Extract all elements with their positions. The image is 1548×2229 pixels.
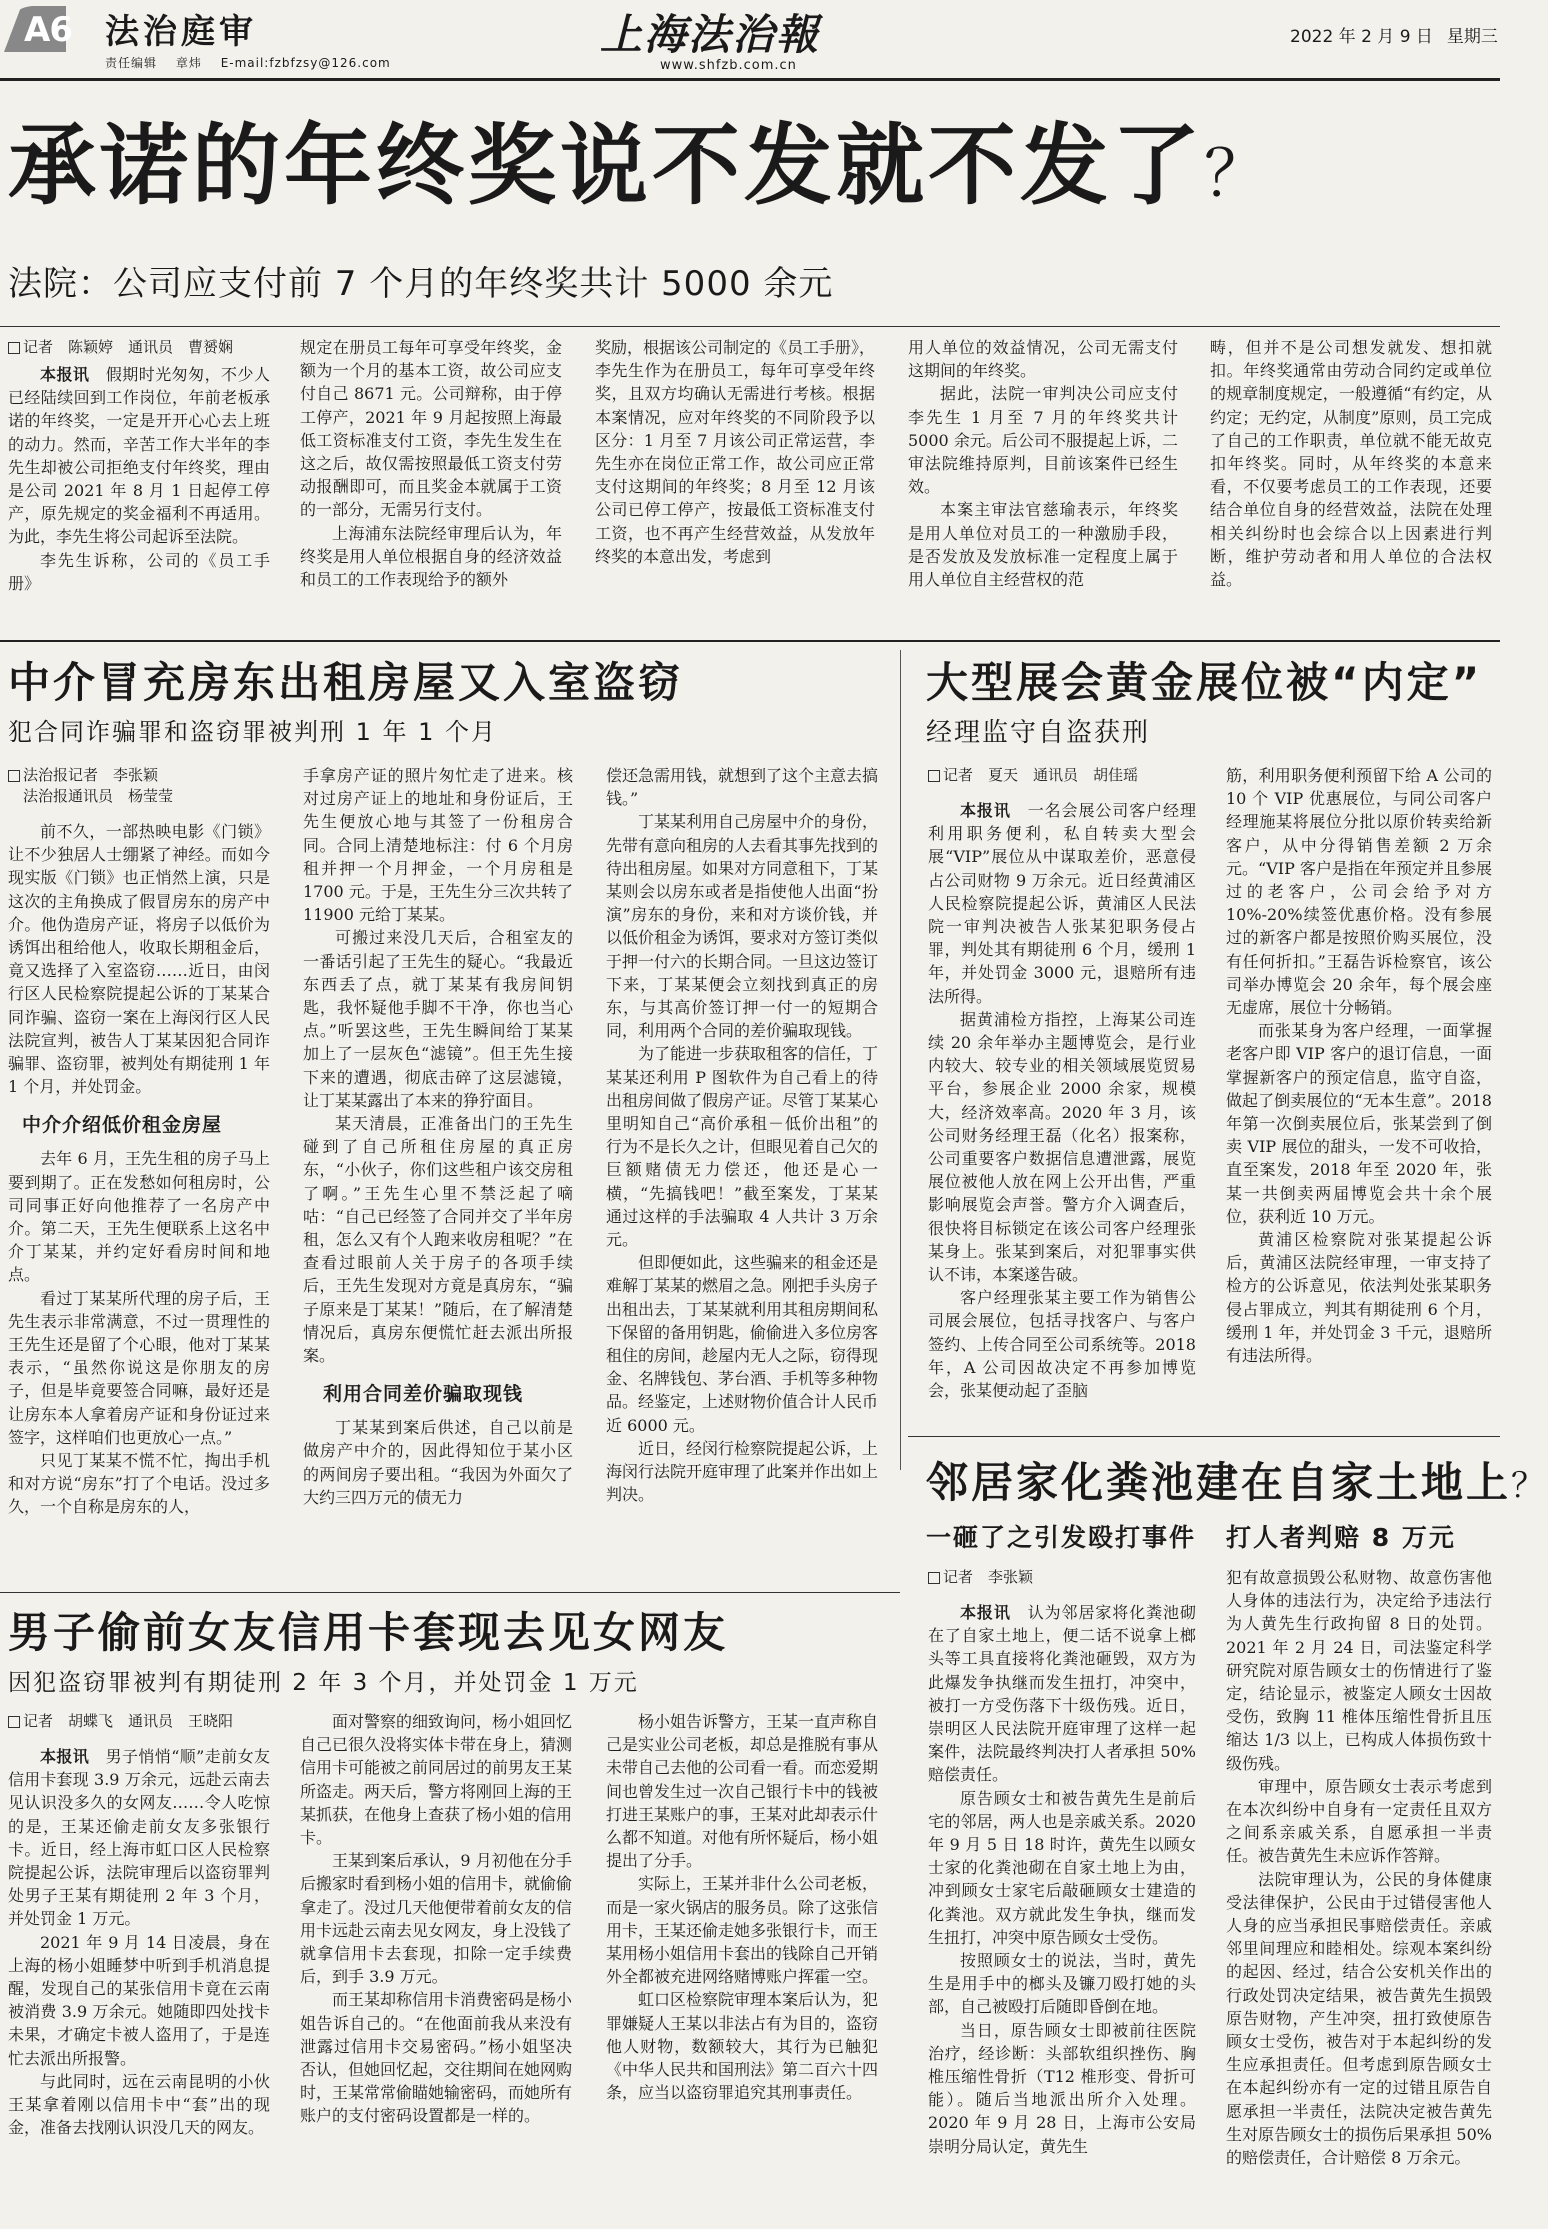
story5-lead: 本报讯 <box>960 1603 1011 1622</box>
story1-col3: 奖励，根据该公司制定的《员工手册》，李先生作为在册员工，每年可享受年终奖，且双方均确认无需进行考核。根据本案情况，应对年终奖的不同阶段予以区分：1 月至 7 月该公司正常运营，李先生亦在岗位正常工作，故公司应正常支付这期间的年终奖；8 月至 12 月该公司已停工停产，按最低工资标准支付工资，也不再产生经营效益，从发放年终奖的本意出发，考虑到 <box>595 338 876 566</box>
editor-line <box>105 54 405 71</box>
story4-lead: 本报讯 <box>40 1747 90 1766</box>
editor-name: 章炜 <box>175 56 202 70</box>
newspaper-url: www.shfzb.com.cn <box>660 58 797 73</box>
weekday-text: 星期三 <box>1446 27 1498 47</box>
story2-byline2: 法治报通讯员 杨莹莹 <box>23 787 174 805</box>
story3-col2: 筋，利用职务便利预留下给 A 公司的 10 个 VIP 优惠展位，与同公司客户经理施某将展位分批以原价转卖给新客户，从中分得销售差额 2 万余元。“VIP 客户是指在年预定并且参展过的老客户，公司会给予对方 10%-20%续签优惠价格。没有参展过的新客户都是按照价购买展位，没有任何折扣。”王磊告诉检察官，该公司举办博览会 20 余年，每个展会座无虚席，展位十分畅销。 而张某身为客户经理，一面掌握老客户即 VIP 客户的退订信息，一面掌握新客户的预定信息，监守自盗，做起了倒卖展位的“无本生意”。2018 年第一次倒卖展位后，张某尝到了倒卖 VIP 展位的甜头，一发不可收拾，直至案发，2018 年至 2020 年，张某一共倒卖两届博览会共十余个展位，获利近 10 万元。 黄浦区检察院对张某提起公诉后，黄浦区法院经审理，一审支持了检方的公诉意见，依法判处张某职务侵占罪成立，判其有期徒刑 6 个月，缓刑 1 年，并处罚金 3 千元，退赔所有违法所得。 <box>1226 766 1492 1366</box>
story2-col2: 手拿房产证的照片匆忙走了进来。核对过房产证上的地址和身份证后，王先生便放心地与其签了一份租房合同。合同上清楚地标注：付 6 个月房租并押一个月押金，一个月房租是 1700 元。于是，王先生分三次共转了 11900 元给丁某某。 可搬过来没几天后，合租室友的一番话引起了王先生的疑心。“我最近东西丢了点，就丁某某有我房间钥匙，我怀疑他手脚不干净，你也当心点。”听罢这些，王先生瞬间给丁某某加上了一层灰色“滤镜”。但王先生接下来的遭遇，彻底击碎了这层滤镜，让丁某某露出了本来的狰狞面目。 某天清晨，正准备出门的王先生碰到了自己所租住房屋的真正房东，“小伙子，你们这些租户该交房租了啊。”王先生心里不禁泛起了嘀咕：“自己已经签了合同并交了半年房租，怎么又有个人跑来收房租呢？”在查看过眼前人关于房子的各项手续后，王先生发现对方竟是真房东，“骗子原来是丁某某！”随后，在了解清楚情况后，真房东便慌忙赶去派出所报案。 利用合同差价骗取现钱 丁某某到案后供述，自己以前是做房产中介的，因此得知位于某小区的两间房子要出租。“我因为外面欠了大约三四万元的债无力 <box>303 766 573 1507</box>
story5-headline: 邻居家化粪池建在自家土地上？ <box>926 1458 1548 1507</box>
story1-headline: 承诺的年终奖说不发就不发了？ <box>8 114 1273 217</box>
story3-col1: 记者 夏天 通讯员 胡佳瑶 本报讯 一名会展公司客户经理利用职务便利，私自转卖大型会展“VIP”展位从中谋取差价，恶意侵占公司财物 9 万余元。近日经黄浦区人民检察院提起公诉，黄浦区人民法院一审判决被告人张某犯职务侵占罪，判处其有期徒刑 6 个月，缓刑 1 年，并处罚金 3000 元，退赔所有违法所得。 据黄浦检方指控，上海某公司连续 20 余年举办主题博览会，是行业内较大、较专业的相关领域展览贸易平台，参展企业 2000 余家，规模大，经济效率高。2020 年 3 月，该公司财务经理王磊（化名）报案称，公司重要客户数据信息遭泄露，展览展位被他人放在网上公开出售，严重影响展览会声誉。警方介入调查后，很快将目标锁定在该公司客户经理张某身上。张某到案后，对犯罪事实供认不讳，本案遂告破。 客户经理张某主要工作为销售公司展会展位，包括寻找客户、与客户签约、上传合同至公司系统等。2018 年，A 公司因故决定不再参加博览会，张某便动起了歪脑 <box>928 766 1196 1401</box>
page-number: A6 <box>24 10 72 50</box>
editor-label: 责任编辑 <box>105 56 158 70</box>
story2-subhead: 犯合同诈骗罪和盗窃罪被判刑 1 年 1 个月 <box>8 718 498 746</box>
editor-email: E-mail:fzbfzsy@126.com <box>220 56 391 70</box>
story1-question-mark: ？ <box>1204 138 1273 212</box>
story3-byline: 记者 夏天 通讯员 胡佳瑶 <box>928 764 1196 785</box>
story1-col1: 记者 陈颖婷 通讯员 曹赟娴 本报讯 假期时光匆匆，不少人已经陆续回到工作岗位，年前老板承诺的年终奖，一定是开开心心去上班的动力。然而，辛苦工作大半年的李先生却被公司拒绝支付年终奖，理由是公司 2021 年 8 月 1 日起停工停产，原先规定的奖金福利不再适用。为此，李先生将公司起诉至法院。 李先生诉称，公司的《员工手册》 <box>8 338 270 593</box>
section-title: 法治庭审 <box>105 12 257 52</box>
story1-byline: 记者 陈颖婷 通讯员 曹赟娴 <box>8 336 270 357</box>
story1-lead: 本报讯 <box>40 365 90 384</box>
story4-col2: 面对警察的细致询问，杨小姐回忆自己已很久没将实体卡带在身上，猜测信用卡可能被之前同居过的前男友王某所盗走。两天后，警方将刚回上海的王某抓获，在他身上查获了杨小姐的信用卡。 王某到案后承认，9 月初他在分手后搬家时看到杨小姐的信用卡，就偷偷拿走了。没过几天他便带着前女友的信用卡远赴云南去见女网友，身上没钱了就拿信用卡去套现，扣除一定手续费后，到手 3.9 万元。 而王某却称信用卡消费密码是杨小姐告诉自己的。“在他面前我从来没有泄露过信用卡交易密码。”杨小姐坚决否认，但她回忆起，交往期间在她网购时，王某常常偷瞄她输密码，而她所有账户的支付密码设置都是一样的。 <box>300 1712 573 2126</box>
story5-col2: 犯有故意损毁公私财物、故意伤害他人身体的违法行为，决定给予违法行为人黄先生行政拘留 8 日的处罚。2021 年 2 月 24 日，司法鉴定科学研究院对原告顾女士的伤情进行了鉴定，结论显示，被鉴定人顾女士因故受伤，致胸 11 椎体压缩性骨折且压缩达 1/3 以上，已构成人体损伤致十级伤残。 审理中，原告顾女士表示考虑到在本次纠纷中自身有一定责任且双方之间系亲戚关系，自愿承担一半责任。被告黄先生未应诉作答辩。 法院审理认为，公民的身体健康受法律保护，公民由于过错侵害他人人身的应当承担民事赔偿责任。亲戚邻里间理应和睦相处。综观本案纠纷的起因、经过，结合公安机关作出的行政处罚决定结果，被告黄先生损毁原告财物，产生冲突，扭打致使原告顾女士受伤，被告对于本起纠纷的发生应承担责任。但考虑到原告顾女士在本起纠纷亦有一定的过错且原告自愿承担一半责任，法院决定被告黄先生对原告顾女士的损伤后果承担 50%的赔偿责任，合计赔偿 8 万余元。 <box>1226 1568 1492 2168</box>
story1-col5: 畴，但并不是公司想发就发、想扣就扣。年终奖通常由劳动合同约定或单位的规章制度规定，一般遵循“有约定，从约定；无约定，从制度”原则，员工完成了自己的工作职责，单位就不能无故克扣年终奖。同时，从年终奖的本意来看，不仅要考虑员工的工作表现，还要结合单位自身的经营效益，法院在处理相关纠纷时也会综合以上因素进行判断，维护劳动者和用人单位的合法权益。 <box>1210 338 1492 590</box>
story4-subhead: 因犯盗窃罪被判有期徒刑 2 年 3 个月，并处罚金 1 万元 <box>8 1670 639 1696</box>
story2-section2: 利用合同差价骗取现钱 <box>323 1383 524 1406</box>
story3-bottom-rule <box>908 1436 1500 1437</box>
story4-col1: 记者 胡蝶飞 通讯员 王晓阳 本报讯 男子悄悄“顺”走前女友信用卡套现 3.9 万余元，远赴云南去见认识没多久的女网友……令人吃惊的是，王某还偷走前女友多张银行卡。近日，经上海市虹口区人民检察院提起公诉，法院审理后以盗窃罪判处男子王某有期徒刑 2 年 3 个月，并处罚金 1 万元。 2021 年 9 月 14 日凌晨，身在上海的杨小姐睡梦中听到手机消息提醒，发现自己的某张信用卡竟在云南被消费 3.9 万余元。她随即四处找卡未果，才确定卡被人盗用了，于是连忙去派出所报警。 与此同时，远在云南昆明的小伙王某拿着刚以信用卡中“套”出的现金，准备去找刚认识没几天的网友。 <box>8 1712 270 2138</box>
story4-top-rule <box>0 1592 900 1593</box>
story4-col3: 杨小姐告诉警方，王某一直声称自己是实业公司老板，却总是推脱有事从未带自己去他的公司看一看。而恋爱期间也曾发生过一次自己银行卡中的钱被打进王某账户的事，王某对此却表示什么都不知道。对他有所怀疑后，杨小姐提出了分手。 实际上，王某并非什么公司老板，而是一家火锅店的服务员。除了这张信用卡，王某还偷走她多张银行卡，而王某用杨小姐信用卡套出的钱除自己开销外全都被充进网络赌博账户挥霍一空。 虹口区检察院审理本案后认为，犯罪嫌疑人王某以非法占有为目的，盗窃他人财物，数额较大，其行为已触犯《中华人民共和国刑法》第二百六十四条，应当以盗窃罪追究其刑事责任。 <box>606 1712 879 2103</box>
story5-col1: 记者 李张颖 本报讯 认为邻居家将化粪池砌在了自家土地上，便二话不说拿上榔头等工具直接将化粪池砸毁，双方为此爆发争执继而发生扭打，冲突中，被打一方受伤落下十级伤残。近日，崇明区人民法院开庭审理了这样一起案件，法院最终判决打人者承担 50%赔偿责任。 原告顾女士和被告黄先生是前后宅的邻居，两人也是亲戚关系。2020 年 9 月 5 日 18 时许，黄先生以顾女士家的化粪池砌在自家土地上为由，冲到顾女士家宅后敲砸顾女士建造的化粪池。双方就此发生争执，继而发生扭打，冲突中原告顾女士受伤。 按照顾女士的说法，当时，黄先生是用手中的榔头及镰刀殴打她的头部，自己被殴打后随即昏倒在地。 当日，原告顾女士即被前往医院治疗，经诊断：头部软组织挫伤、胸椎压缩性骨折（T12 椎形变、骨折可能）。随后当地派出所介入处理。2020 年 9 月 28 日，上海市公安局崇明分局认定，黄先生 <box>928 1568 1196 2156</box>
story5-byline: 记者 李张颖 <box>928 1566 1196 1587</box>
story2-headline: 中介冒充房东出租房屋又入室盗窃 <box>8 658 684 707</box>
story3-headline: 大型展会黄金展位被“内定” <box>926 658 1483 707</box>
story2-byline: 法治报记者 李张颖 <box>8 764 270 785</box>
story3-lead: 本报讯 <box>960 801 1011 820</box>
masthead-rule <box>0 78 1500 81</box>
column-divider <box>900 650 901 1470</box>
story1-subhead: 法院：公司应支付前 7 个月的年终奖共计 5000 余元 <box>8 264 834 304</box>
newspaper-logo: 上海法治報 <box>600 10 821 59</box>
story2-col3: 偿还急需用钱，就想到了这个主意去搞钱。” 丁某某利用自己房屋中介的身份，先带有意向租房的人去看其事先找到的待出租房屋。如果对方同意租下，丁某某则会以房东或者是指使他人出面“扮演”房东的身份，来和对方谈价钱，并以低价租金为诱饵，要求对方签订类似于押一付六的长期合同。一旦这边签订下来，丁某某便会立刻找到真正的房东，与其高价签订押一付一的短期合同，利用两个合同的差价骗取现钱。 为了能进一步获取租客的信任，丁某某还利用 P 图软件为自己看上的待出租房间做了假房产证。尽管丁某某心里明知自己“高价承租－低价出租”的行为不是长久之计，但眼见着自己欠的巨额赌债无力偿还，他还是心一横，“先搞钱吧！”截至案发，丁某某通过这样的手法骗取 4 人共计 3 万余元。 但即便如此，这些骗来的租金还是难解丁某某的燃眉之急。刚把手头房子出租出去，丁某某就利用其租房期间私下保留的备用钥匙，偷偷进入多位房客租住的房间，趁屋内无人之际，窃得现金、名牌钱包、茅台酒、手机等多种物品。经鉴定，上述财物价值合计人民币近 6000 元。 近日，经闵行检察院提起公诉，上海闵行法院开庭审理了此案并作出如上判决。 <box>606 766 879 1505</box>
story5-subhead: 一砸了之引发殴打事件 打人者判赔 8 万元 <box>926 1523 1456 1552</box>
story1-col4: 用人单位的效益情况，公司无需支付这期间的年终奖。 据此，法院一审判决公司应支付李先生 1 月至 7 月的年终奖共计 5000 余元。后公司不服提起上诉，二审法院维持原判，目前该案件已经生效。 本案主审法官慈瑜表示，年终奖是用人单位对员工的一种激励手段，是否发放及发放标准一定程度上属于用人单位自主经营权的范 <box>908 338 1178 590</box>
date-text: 2022 年 2 月 9 日 <box>1290 27 1433 47</box>
story2-col1: 法治报记者 李张颖 法治报通讯员 杨莹莹 前不久，一部热映电影《门锁》让不少独居人士绷紧了神经。而如今现实版《门锁》也正悄然上演，只是这次的主角换成了假冒房东的房产中介。他伪造房产证，将房子以低价为诱饵出租给他人，收取长期租金后，竟又选择了入室盗窃……近日，由闵行区人民检察院提起公诉的丁某某合同诈骗、盗窃一案在上海闵行区人民法院宣判，被告人丁某某因犯合同诈骗罪、盗窃罪，被判处有期徒刑 1 年 1 个月，并处罚金。 中介介绍低价租金房屋 去年 6 月，王先生租的房子马上要到期了。正在发愁如何租房时，公司同事正好向他推荐了一名房产中介。第二天，王先生便联系上这名中介丁某某，并约定好看房时间和地点。 看过丁某某所代理的房子后，王先生表示非常满意，不过一贯理性的王先生还是留了个心眼，他对丁某某表示，“虽然你说这是你朋友的房子，但是毕竟要签合同嘛，最好还是让房东本人拿着房产证和身份证过来签字，这样咱们也更放心一点。” 只见丁某某不慌不忙，掏出手机和对方说“房东”打了个电话。没过多久，一个自称是房东的人， <box>8 766 270 1517</box>
page-number-tab <box>4 6 74 54</box>
story4-byline: 记者 胡蝶飞 通讯员 王晓阳 <box>8 1710 270 1731</box>
story5-question-mark: ？ <box>1511 1466 1548 1506</box>
story1-rule <box>0 326 1500 327</box>
story1-col2: 规定在册员工每年可享受年终奖，金额为一个月的基本工资，故公司应支付自己 8671 元。公司辩称，由于停工停产，2021 年 9 月起按照上海最低工资标准支付工资，李先生发生在这之后，故仅需按照最低工资支付劳动报酬即可，而且奖金本就属于工资的一部分，无需另行支付。 上海浦东法院经审理后认为，年终奖是用人单位根据自身的经济效益和员工的工作表现给予的额外 <box>300 338 562 590</box>
issue-date <box>1290 22 1498 47</box>
story1-bottom-rule <box>0 640 1500 642</box>
story2-section1: 中介介绍低价租金房屋 <box>22 1114 223 1137</box>
story4-headline: 男子偷前女友信用卡套现去见女网友 <box>8 1608 729 1657</box>
story3-subhead: 经理监守自盗获刑 <box>926 718 1151 748</box>
